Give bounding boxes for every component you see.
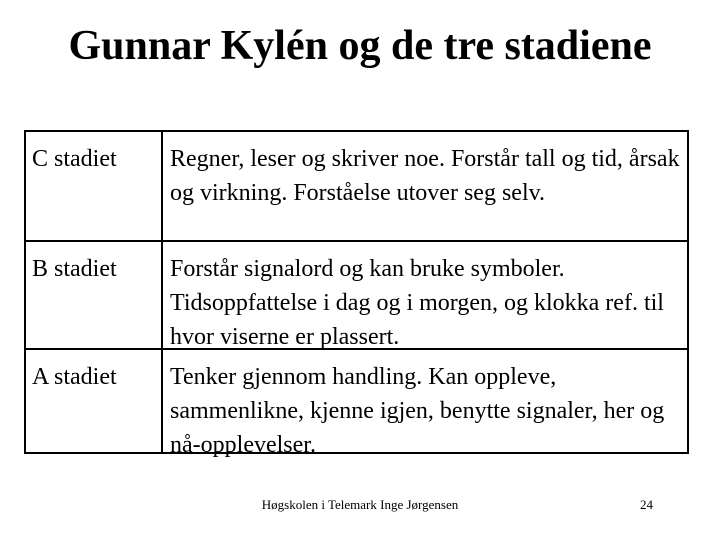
stage-description: Regner, leser og skriver noe. Forstår tall og tid, årsak og virkning. Forståelse utover seg selv. bbox=[170, 146, 680, 206]
stage-label: A stadiet bbox=[32, 364, 117, 390]
footer-text: Høgskolen i Telemark Inge Jørgensen bbox=[261, 497, 459, 512]
table-row bbox=[26, 132, 687, 242]
stages-table bbox=[24, 130, 689, 458]
stage-description: Tenker gjennom handling. Kan oppleve, sammenlikne, kjenne igjen, benytte signaler, her og nå-opplevelser. bbox=[170, 364, 665, 458]
stage-description: Forstår signalord og kan bruke symboler. Tidsoppfattelse i dag og i morgen, og klokka ref. til hvor viserne er plassert. bbox=[170, 256, 664, 350]
stage-label: C stadiet bbox=[32, 146, 117, 172]
table-row bbox=[26, 350, 687, 458]
page-number: 24 bbox=[640, 497, 653, 512]
slide-title: Gunnar Kylén og de tre stadiene bbox=[68, 23, 652, 69]
stage-label: B stadiet bbox=[32, 256, 117, 282]
table-row bbox=[26, 242, 687, 350]
